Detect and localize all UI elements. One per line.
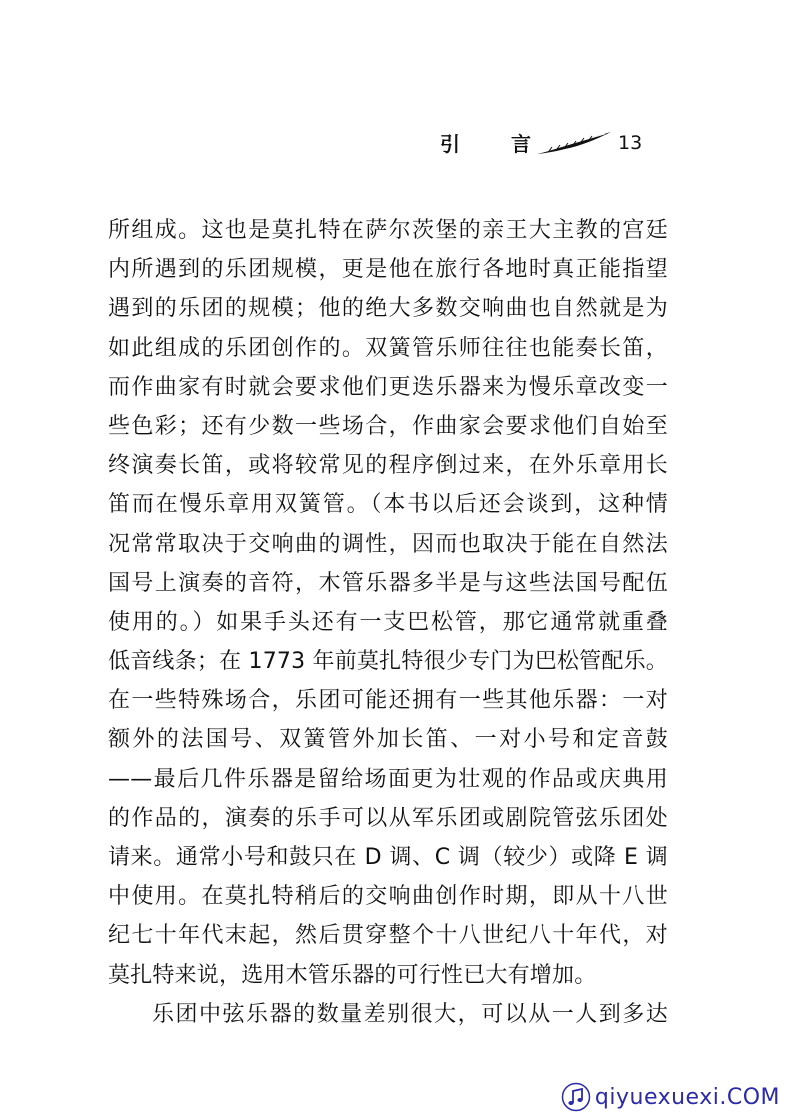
text-line: 些色彩；还有少数一些场合，作曲家会要求他们自始至 <box>108 413 668 439</box>
text-line: 终演奏长笛，或将较常见的程序倒过来，在外乐章用长 <box>108 453 668 479</box>
body-text <box>108 211 668 1034</box>
text-line: ——最后几件乐器是留给场面更为壮观的作品或庆典用 <box>108 766 668 792</box>
text-line: 如此组成的乐团创作的。双簧管乐师往往也能奏长笛， <box>108 335 668 361</box>
music-note-icon <box>561 1082 591 1112</box>
text-line: 所组成。这也是莫扎特在萨尔茨堡的亲王大主教的宫廷 <box>108 218 668 243</box>
text-line: 笛而在慢乐章用双簧管。（本书以后还会谈到，这种情 <box>108 492 668 518</box>
paragraph <box>108 995 668 1034</box>
text-line: 低音线条；在 1773 年前莫扎特很少专门为巴松管配乐。 <box>108 649 668 675</box>
chapter-title: 引 言 <box>440 132 553 156</box>
text-line: 纪七十年代末起，然后贯穿整个十八世纪八十年代，对 <box>108 923 668 949</box>
text-line: 而作曲家有时就会要求他们更迭乐器来为慢乐章改变一 <box>108 374 668 400</box>
paragraph <box>108 211 668 995</box>
running-header <box>440 128 670 158</box>
text-line: 使用的。）如果手头还有一支巴松管，那它通常就重叠 <box>108 609 668 635</box>
text-line: 遇到的乐团的规模；他的绝大多数交响曲也自然就是为 <box>108 296 668 322</box>
text-line: 请来。通常小号和鼓只在 D 调、C 调（较少）或降 E 调 <box>108 845 668 870</box>
text-line: 内所遇到的乐团规模，更是他在旅行各地时真正能指望 <box>108 257 668 283</box>
text-line: 的作品的，演奏的乐手可以从军乐团或剧院管弦乐团处 <box>108 805 668 831</box>
site-watermark <box>561 1080 780 1114</box>
text-line: 额外的法国号、双簧管外加长笛、一对小号和定音鼓 <box>108 727 668 753</box>
page-number: 13 <box>618 132 643 154</box>
text-line: 在一些特殊场合，乐团可能还拥有一些其他乐器：一对 <box>108 688 668 714</box>
watermark-text: qiyuexuexi.COM <box>594 1084 780 1110</box>
quill-icon <box>535 130 613 156</box>
text-line: 况常常取决于交响曲的调性，因而也取决于能在自然法 <box>108 531 668 557</box>
text-line: 国号上演奏的音符，木管乐器多半是与这些法国号配伍 <box>108 570 668 596</box>
text-line: 乐团中弦乐器的数量差别很大，可以从一人到多达 <box>152 1001 668 1027</box>
text-line: 中使用。在莫扎特稍后的交响曲创作时期，即从十八世 <box>108 884 668 910</box>
text-line: 莫扎特来说，选用木管乐器的可行性已大有增加。 <box>108 962 597 988</box>
